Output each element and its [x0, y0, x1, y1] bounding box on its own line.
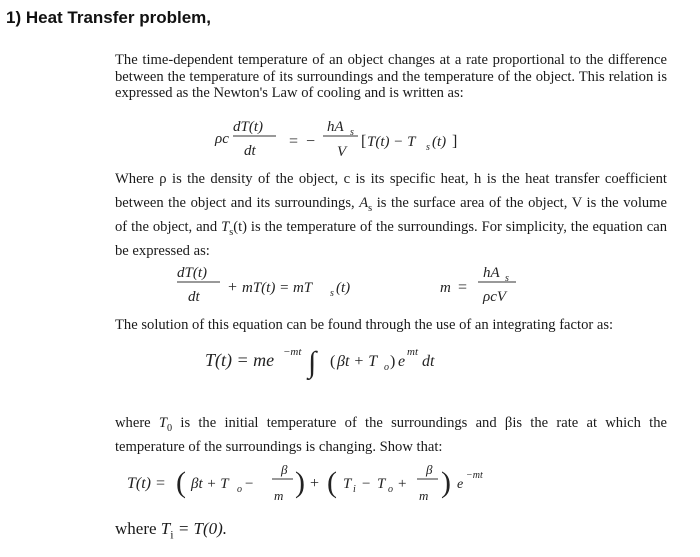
svg-text:+: + — [398, 476, 407, 492]
svg-text:mt: mt — [407, 346, 418, 358]
svg-text:dT(t): dT(t) — [177, 265, 207, 281]
svg-text:dt: dt — [244, 143, 256, 159]
intro-paragraph: The time-dependent temperature of an object changes at a rate proportional to the difference between the temperature of its surroundings and the temperature of the object. This relation is expressed as the Newton's Law of cooling and is written as: — [115, 52, 667, 101]
svg-text:): ) — [390, 353, 396, 370]
svg-text:): ) — [441, 466, 451, 499]
svg-text:−mt: −mt — [466, 470, 483, 481]
svg-text:−mt: −mt — [283, 346, 302, 358]
svg-text:dt: dt — [188, 289, 200, 305]
svg-text:mT(t) = mT: mT(t) = mT — [242, 280, 313, 296]
svg-text:β: β — [426, 462, 433, 477]
svg-text:β: β — [281, 462, 288, 477]
initial-temp-symbol: T — [158, 415, 168, 431]
svg-text:i: i — [353, 484, 356, 495]
svg-text:=: = — [458, 279, 468, 296]
svg-text:s: s — [505, 273, 509, 284]
svg-text:=: = — [289, 133, 299, 150]
svg-text:−: − — [362, 476, 371, 492]
final-where-prefix: where — [115, 519, 157, 538]
svg-text:(t): (t) — [432, 134, 447, 150]
where-initial-text: is the initial temperature of the surroundings and βis the rate at which the temperature of the surroundings is changing. Show that: — [115, 415, 667, 455]
svg-text:(: ( — [330, 353, 336, 370]
svg-text:m: m — [419, 488, 429, 503]
svg-text:): ) — [295, 466, 305, 499]
svg-text:e: e — [398, 353, 406, 370]
initial-temp-subscript: 0 — [167, 422, 173, 434]
svg-text:ρcV: ρcV — [483, 289, 507, 305]
svg-text:s: s — [330, 288, 334, 299]
svg-text:s: s — [350, 127, 354, 138]
svg-text:+: + — [228, 279, 238, 296]
svg-text:o: o — [384, 362, 389, 373]
final-where-rest: = T(0). — [177, 519, 228, 538]
svg-text:]: ] — [452, 133, 458, 150]
svg-text:m: m — [274, 488, 284, 503]
svg-text:(: ( — [176, 466, 186, 499]
initial-object-temp-symbol: T — [160, 519, 171, 538]
svg-text:T: T — [377, 476, 386, 492]
svg-text:T(t) =: T(t) = — [127, 475, 166, 492]
svg-text:e: e — [457, 477, 464, 492]
svg-text:βt + T: βt + T — [337, 353, 378, 370]
where-initial-prefix: where — [115, 415, 151, 431]
initial-object-temp-subscript: i — [170, 527, 174, 542]
svg-text:+: + — [310, 475, 320, 492]
svg-text:V: V — [337, 144, 347, 160]
svg-text:T(t) − T: T(t) − T — [367, 134, 416, 150]
svg-text:ρc: ρc — [215, 131, 229, 147]
variables-text-3: is the temperature of the surroundings. For simplicity, the equation can be expressed as: — [115, 219, 667, 259]
svg-text:T(t) = me: T(t) = me — [205, 350, 275, 370]
svg-text:hA: hA — [483, 265, 500, 281]
svg-text:m: m — [440, 280, 451, 296]
problem-heading: 1) Heat Transfer problem, — [6, 8, 212, 27]
svg-text:∫: ∫ — [308, 346, 317, 379]
svg-text:dT(t): dT(t) — [233, 119, 263, 135]
surroundings-temp-symbol: T — [221, 219, 230, 235]
svg-text:T: T — [343, 476, 352, 492]
svg-text:s: s — [426, 142, 430, 153]
surroundings-temp-arg: (t) — [233, 219, 247, 235]
final-where-line — [115, 519, 667, 542]
svg-text:(t): (t) — [336, 280, 351, 296]
svg-text:o: o — [237, 484, 242, 495]
variables-text-1: Where ρ is the density of the object, c is its specific heat, h is the heat transfer coefficient between the object and its surroundings, — [115, 171, 667, 211]
svg-text:(: ( — [327, 466, 337, 499]
variables-text-2: is the surface area of the object, V is the volume of the object, and — [115, 195, 667, 235]
svg-text:dt: dt — [422, 353, 435, 370]
svg-text:βt + T: βt + T — [191, 476, 229, 492]
svg-text:[: [ — [361, 133, 367, 150]
surface-area-subscript: s — [368, 202, 373, 214]
svg-text:hA: hA — [327, 119, 344, 135]
integrating-factor-paragraph: The solution of this equation can be found through the use of an integrating factor as: — [115, 317, 614, 333]
surface-area-symbol: A — [359, 195, 369, 211]
svg-text:−: − — [245, 476, 254, 492]
svg-text:−: − — [306, 133, 316, 150]
surroundings-temp-subscript: s — [229, 226, 234, 238]
svg-text:o: o — [388, 484, 393, 495]
